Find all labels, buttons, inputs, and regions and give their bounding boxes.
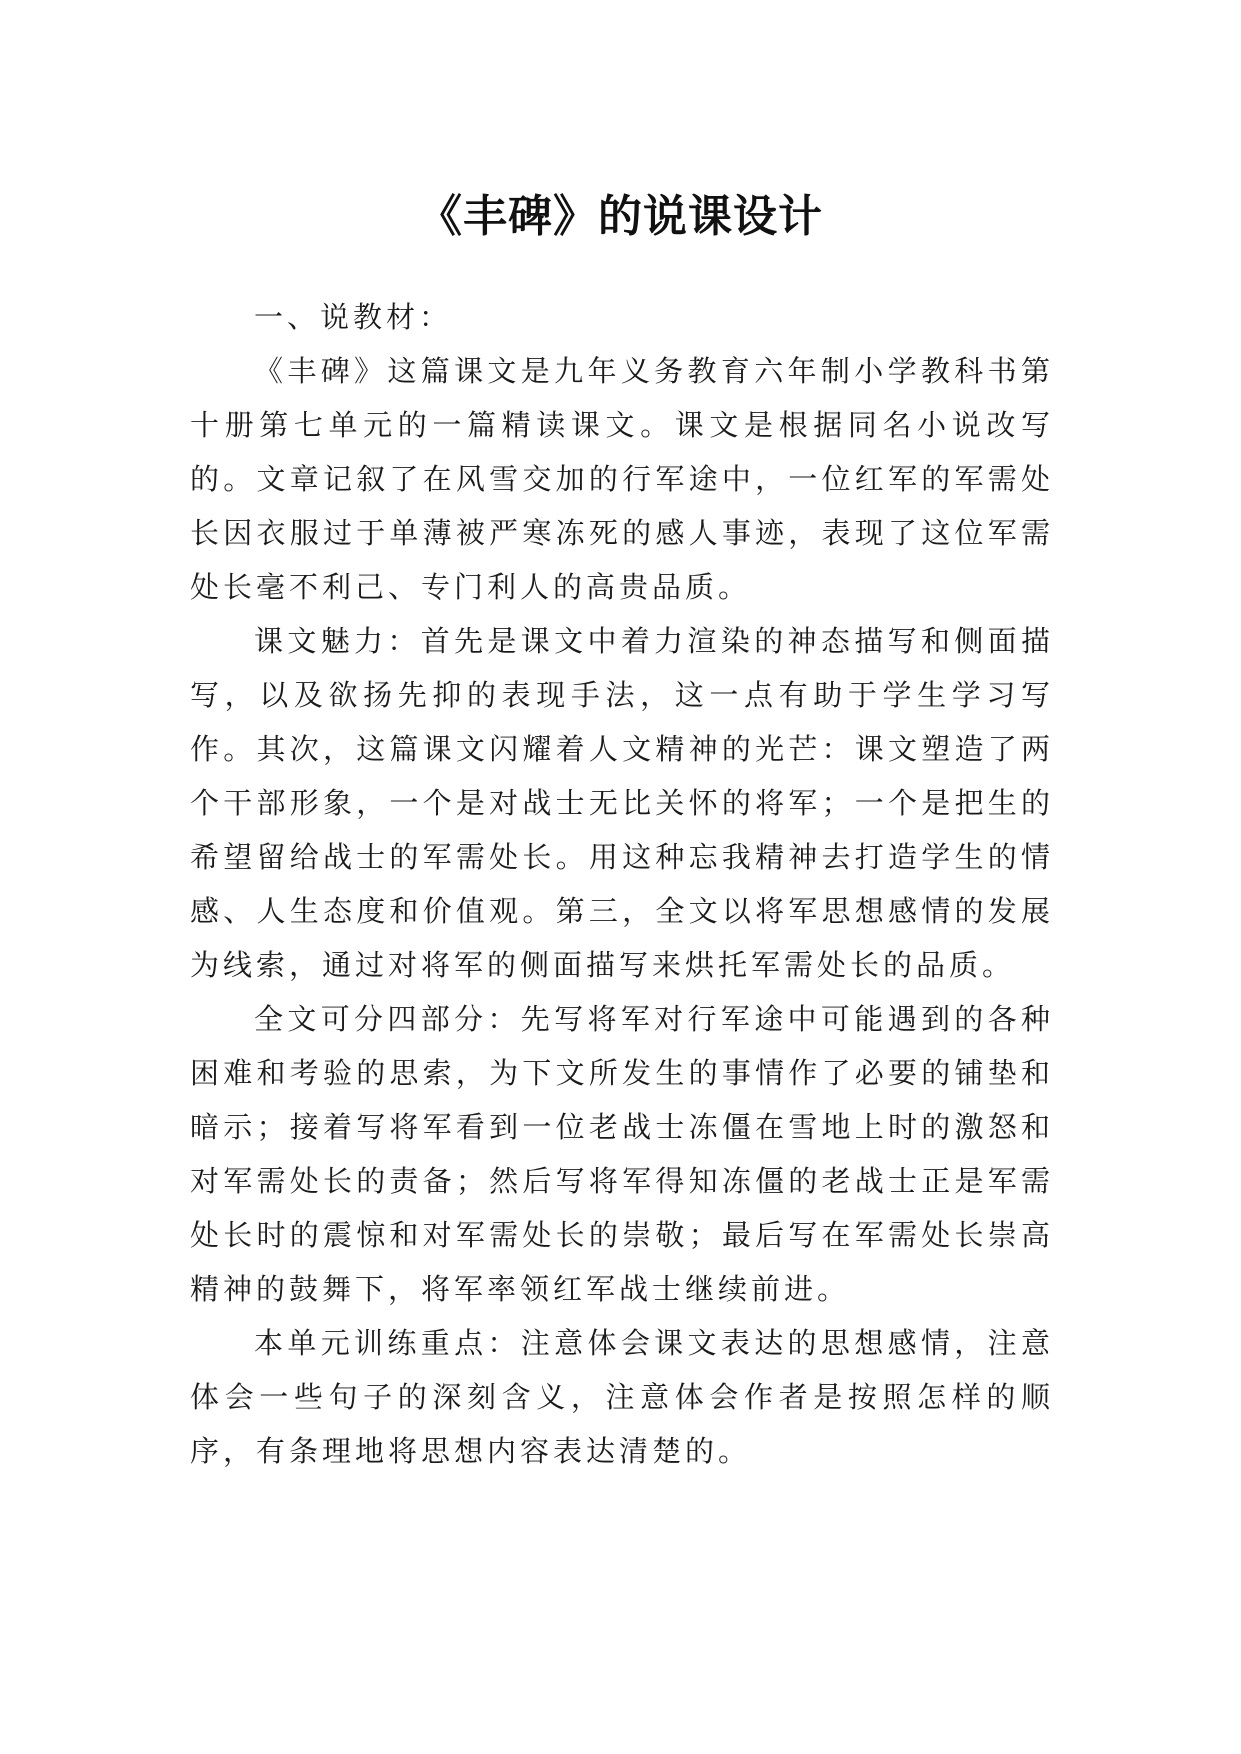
paragraph-structure: 全文可分四部分：先写将军对行军途中可能遇到的各种困难和考验的思索，为下文所发生的事情作了必要的铺垫和暗示；接着写将军看到一位老战士冻僵在雪地上时的激怒和对军需处长的责备；然后写将军得知冻僵的老战士正是军需处长时的震惊和对军需处长的崇敬；最后写在军需处长崇高精神的鼓舞下，将军率领红军战士继续前进。 xyxy=(190,1002,1054,1306)
paragraph-intro: 《丰碑》这篇课文是九年义务教育六年制小学教科书第十册第七单元的一篇精读课文。课文是根据同名小说改写的。文章记叙了在风雪交加的行军途中，一位红军的军需处长因衣服过于单薄被严寒冻死的感人事迹，表现了这位军需处长毫不利己、专门利人的高贵品质。 xyxy=(190,354,1054,604)
paragraph-training-focus: 本单元训练重点：注意体会课文表达的思想感情，注意体会一些句子的深刻含义，注意体会作者是按照怎样的顺序，有条理地将思想内容表达清楚的。 xyxy=(190,1326,1054,1468)
document-body xyxy=(190,290,1054,1478)
document-title: 《丰碑》的说课设计 xyxy=(418,191,823,243)
paragraph-appeal: 课文魅力：首先是课文中着力渲染的神态描写和侧面描写，以及欲扬先抑的表现手法，这一点有助于学生学习写作。其次，这篇课文闪耀着人文精神的光芒：课文塑造了两个干部形象，一个是对战士无比关怀的将军；一个是把生的希望留给战士的军需处长。用这种忘我精神去打造学生的情感、人生态度和价值观。第三，全文以将军思想感情的发展为线索，通过对将军的侧面描写来烘托军需处长的品质。 xyxy=(190,624,1054,982)
section-heading: 一、说教材： xyxy=(254,300,453,334)
